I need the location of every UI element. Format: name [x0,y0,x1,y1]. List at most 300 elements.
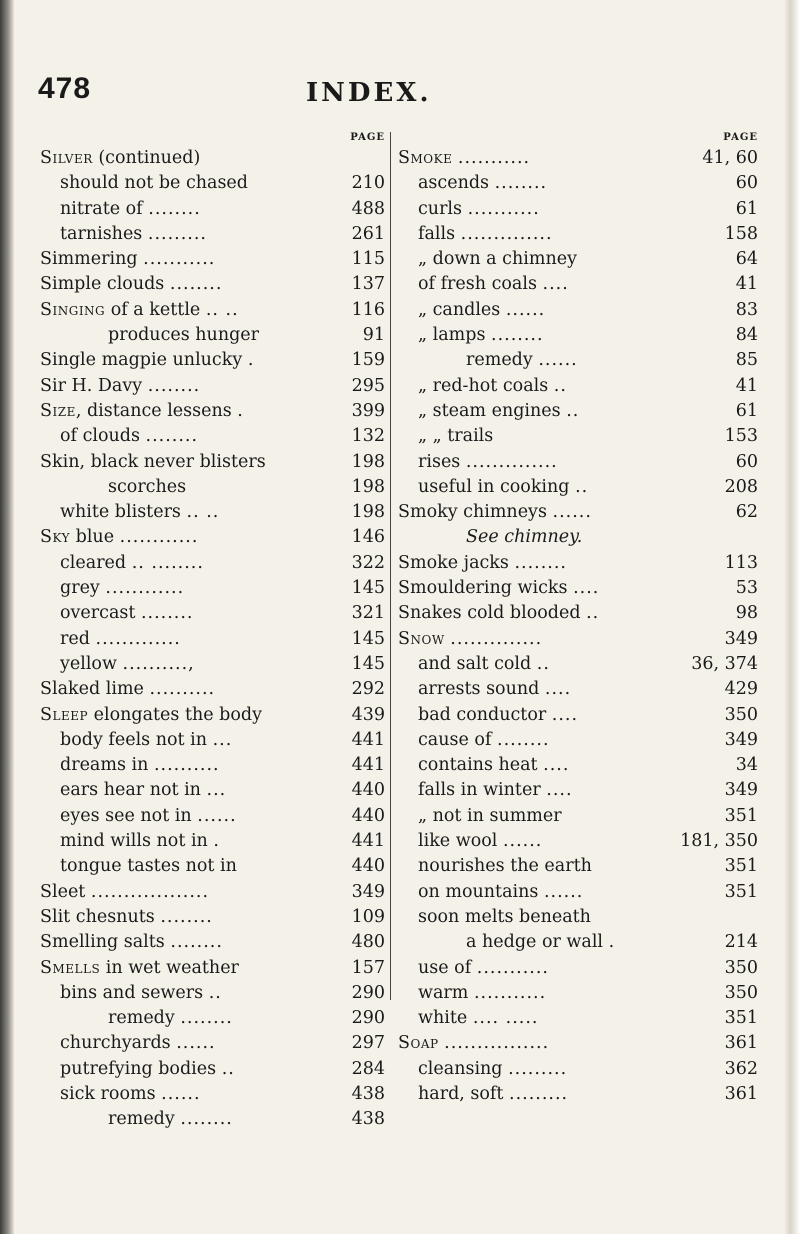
dot-leader: ...... [176,1033,216,1054]
index-entry-text: Smelling salts [40,932,165,953]
index-page-ref: 36, 374 [691,653,758,674]
dot-leader: .............. [450,628,543,649]
index-page-ref: 145 [351,653,385,674]
index-entry [40,677,385,702]
index-entry-text: „ red-hot coals [418,375,549,396]
dot-leader: ......... [147,223,207,244]
index-entry [40,1057,385,1082]
dot-leader: .. [575,476,589,497]
index-entry-text: on mountains [418,881,539,902]
index-entry-text: of clouds [60,426,140,447]
index-entry-label [60,652,195,677]
index-entry-label [60,551,204,576]
index-page-ref: 349 [724,628,758,649]
index-entry-label [40,247,215,272]
index-entry [398,272,758,297]
index-page-ref: 441 [351,831,385,852]
dot-leader: ........ [160,906,213,927]
index-page-ref: 351 [724,805,758,826]
index-heading-word: Smells [40,957,101,978]
index-entry-label [40,348,254,373]
dot-leader: ........ [491,325,544,346]
index-entry [40,1006,385,1031]
index-entry [398,525,758,550]
index-entry [40,930,385,955]
index-page-ref: 349 [724,729,758,750]
index-entry-label [40,677,215,702]
index-page-ref: 295 [351,375,385,396]
index-page-ref: 158 [724,223,758,244]
index-page-ref: 439 [351,704,385,725]
dot-leader: ............. [95,628,181,649]
index-page-ref: 159 [351,350,385,371]
index-entry [398,399,758,424]
index-entry-text: ascends [418,173,490,194]
index-entry [40,450,385,475]
index-entry [398,222,758,247]
index-entry-text: putrefying bodies [60,1058,217,1079]
index-page-ref: 322 [351,552,385,573]
index-entry [398,171,758,196]
index-entry-text: „ lamps [418,325,486,346]
index-entry [40,956,385,981]
index-entry-text: of fresh coals [418,274,537,295]
dot-leader: ........ [145,426,199,447]
index-entry-text: grey [60,578,100,599]
index-entry-label [418,854,592,879]
dot-leader: .... [573,578,600,599]
dot-leader: ........ [148,198,201,219]
index-entry-label [418,247,577,272]
index-entry [40,197,385,222]
index-entry [40,525,385,550]
index-entry [40,652,385,677]
index-entry-label [60,1057,235,1082]
index-page-ref: 208 [724,476,758,497]
index-page-ref: 60 [735,173,758,194]
index-heading-word: Soap [398,1033,439,1054]
index-page-ref: 351 [724,856,758,877]
page-label: PAGE [350,132,385,143]
index-page-ref: 350 [724,704,758,725]
index-entry-label [60,222,207,247]
index-entry-text: contains heat [418,755,538,776]
index-entry [398,829,758,854]
index-entry-label [418,323,544,348]
index-entry-text: remedy [466,350,533,371]
index-entry-label [466,525,582,550]
index-page-ref: 198 [351,476,385,497]
index-entry [398,551,758,576]
index-entry-text: warm [418,982,469,1003]
index-entry [398,854,758,879]
index-page-ref: 480 [351,932,385,953]
index-entry-label [418,222,553,247]
index-page-ref: 292 [351,679,385,700]
index-entry-label [60,981,222,1006]
index-entry-label [398,1031,549,1056]
index-heading-rest: of a kettle [105,299,201,320]
index-entry-text: Sleet [40,881,86,902]
index-entry [40,424,385,449]
index-entry-label [418,272,569,297]
index-entry-label [40,298,239,323]
index-entry [398,475,758,500]
index-page-ref: 290 [351,1008,385,1029]
index-entry-label [466,348,578,373]
index-entry [40,272,385,297]
index-entry [40,753,385,778]
index-entry-label [60,627,181,652]
index-entry-text: arrests sound [418,679,540,700]
index-page-ref: 62 [735,502,758,523]
dot-leader: .... ..... [472,1008,539,1029]
dot-leader: ...... [502,831,543,852]
index-entry-label [418,424,493,449]
dot-leader: ............ [105,578,185,599]
dot-leader: .. [553,375,567,396]
dot-leader: .................. [90,881,210,902]
index-heading-rest: elongates the body [88,704,263,725]
running-title: INDEX. [306,78,432,108]
index-entry-label [418,1006,538,1031]
index-entry [398,703,758,728]
dot-leader: .... [543,755,570,776]
index-page-ref: 440 [351,805,385,826]
index-entry-label [418,1082,568,1107]
index-page-ref: 350 [724,957,758,978]
index-entry-label [40,374,200,399]
index-entry-text: falls in winter [418,780,541,801]
dot-leader: .............. [460,223,553,244]
index-column-left [40,128,385,1133]
index-page-ref: 441 [351,755,385,776]
dot-leader: ........ [497,729,550,750]
dot-leader: ...... [161,1083,201,1104]
dot-leader: . [237,400,244,421]
index-entry-label [418,753,569,778]
index-entry-label [60,1031,216,1056]
index-page-ref: 321 [351,603,385,624]
index-entry-text: nitrate of [60,198,143,219]
dot-leader: ........ [140,603,194,624]
index-entry-text: cause of [418,729,492,750]
index-entry-label [466,930,615,955]
index-entry-label [418,728,550,753]
index-entry [398,677,758,702]
page-header [38,72,758,112]
index-entry-text: a hedge or wall [466,932,604,953]
index-column-right [398,128,758,1107]
index-page-ref: 115 [351,249,385,270]
index-entry-label [418,298,545,323]
index-entry [398,1006,758,1031]
index-page-ref: 145 [351,628,385,649]
dot-leader: .. [536,653,550,674]
index-page-ref: 290 [351,982,385,1003]
index-entry [40,475,385,500]
index-page-ref: 440 [351,780,385,801]
index-page-ref: 429 [724,679,758,700]
dot-leader: .......... [149,679,216,700]
index-page-ref: 132 [351,426,385,447]
index-entry-text: See chimney. [466,527,583,548]
dot-leader: .............. [465,451,558,472]
dot-leader: .......... [153,755,220,776]
index-entry [40,778,385,803]
index-entry-text: should not be chased [60,173,248,194]
index-entry-text: Snakes cold blooded [398,603,581,624]
index-entry [398,930,758,955]
dot-leader: .... [544,679,572,700]
index-entry-label [40,450,266,475]
index-page-ref: 351 [724,1008,758,1029]
dot-leader: .. [566,400,580,421]
index-entry-label [60,1082,201,1107]
index-heading-word: Silver [40,148,93,168]
index-entry-label [418,905,591,930]
index-page-ref: 84 [735,325,758,346]
index-entry-text: Simmering [40,249,138,270]
index-entry-text: soon melts beneath [418,906,591,927]
index-entry-text: „ „ trails [418,426,494,447]
index-entry-text: remedy [108,1109,175,1130]
index-entry-label [398,146,530,171]
dot-leader: .... [542,274,569,295]
dot-leader: .. .. [205,299,239,320]
index-entry [40,728,385,753]
dot-leader: ... [212,729,233,750]
index-entry-text: Single magpie unlucky [40,350,243,371]
index-entry-text: eyes see not in [60,805,192,826]
index-entry-label [108,1107,233,1132]
dot-leader: ......... [508,1058,568,1079]
index-page-ref: 198 [351,502,385,523]
index-heading-rest: in wet weather [100,957,239,978]
dot-leader: ............ [119,527,199,548]
index-entry-text: use of [418,957,472,978]
index-page-ref: 64 [735,249,758,270]
index-page-ref: 198 [351,451,385,472]
index-entry [40,601,385,626]
dot-leader: .... [546,780,573,801]
index-entry-label [398,500,592,525]
index-page-ref: 157 [351,957,385,978]
column-header-right [398,128,758,146]
index-entry-label [108,1006,233,1031]
index-entry-label [60,576,184,601]
index-entry-label [418,1057,567,1082]
index-entry-text: bins and sewers [60,982,204,1003]
index-entry-label [418,197,540,222]
dot-leader: ........... [457,148,531,168]
index-entry-label [418,374,567,399]
index-entry-label [40,880,209,905]
dot-leader: .........., [122,653,195,674]
index-entry-label [398,576,599,601]
index-entry [398,247,758,272]
dot-leader: .. [586,603,600,624]
index-entry [398,374,758,399]
index-entry-label [418,171,547,196]
index-entry-label [418,778,573,803]
index-page-ref: 60 [735,451,758,472]
index-entry-label [398,601,599,626]
index-entry-text: red [60,628,90,649]
index-heading-word: Sky [40,527,71,548]
dot-leader: .. .. [186,502,220,523]
column-divider [390,132,391,1000]
index-entry [40,222,385,247]
index-entry-label [60,804,237,829]
index-page-ref: 153 [724,426,758,447]
page-number: 478 [38,72,92,105]
index-entry [398,956,758,981]
dot-leader: ...... [538,350,578,371]
dot-leader: ...... [543,881,584,902]
index-entry-label [40,272,222,297]
index-entry-label [418,652,550,677]
index-page-ref: 98 [735,603,758,624]
index-entry [398,298,758,323]
index-entry [398,652,758,677]
index-page-ref: 349 [351,881,385,902]
index-entry-text: remedy [108,1008,175,1029]
index-page-ref: 361 [724,1083,758,1104]
dot-leader: ......... [509,1083,569,1104]
index-entry-label [40,399,244,424]
index-page-ref: 146 [351,527,385,548]
index-entry-label [60,753,220,778]
index-entry-text: yellow [60,653,117,674]
index-entry [398,728,758,753]
index-page-ref: 145 [351,578,385,599]
dot-leader: . [247,350,255,371]
dot-leader: .. ........ [131,552,204,573]
index-entry [398,1057,758,1082]
index-entry [398,146,758,171]
index-entry-label [60,424,198,449]
dot-leader: .. [208,982,222,1003]
index-entry-text: Slit chesnuts [40,906,155,927]
column-header-left [40,128,385,146]
index-entry [40,399,385,424]
index-entry [40,500,385,525]
index-entry [398,348,758,373]
index-entry [40,981,385,1006]
index-entry-text: ears hear not in [60,780,201,801]
dot-leader: ........ [147,375,201,396]
index-entry [398,601,758,626]
index-entry-text: cleansing [418,1058,503,1079]
index-heading-rest: blue [70,527,115,548]
index-page-ref: 488 [351,198,385,219]
index-entry [40,627,385,652]
index-entry-text: scorches [108,476,187,497]
index-entry [398,424,758,449]
dot-leader: ...... [552,502,592,523]
index-entry-text: nourishes the earth [418,856,592,877]
index-entry [398,753,758,778]
index-page-ref: 91 [362,325,385,346]
page-right-edge [784,0,800,1234]
index-page-ref: 440 [351,856,385,877]
index-page-ref: 83 [735,299,758,320]
index-entry [40,854,385,879]
index-page-ref: 109 [351,906,385,927]
index-entry [40,247,385,272]
index-entry-label [418,981,546,1006]
index-entry-label [418,399,579,424]
index-heading-word: Size [40,400,76,421]
index-entry [398,880,758,905]
index-page-ref: 284 [351,1058,385,1079]
index-page-ref: 34 [735,755,758,776]
index-entry-label [418,475,588,500]
index-entry-label [418,677,571,702]
index-page-ref: 362 [724,1058,758,1079]
index-page-ref: 41 [735,274,758,295]
dot-leader: ........ [514,552,567,573]
index-entry-text: Smoky chimneys [398,502,547,523]
index-entry-label [418,956,549,981]
index-entry [40,905,385,930]
dot-leader: ................ [444,1033,550,1054]
index-entry-text: „ not in summer [418,805,562,826]
index-entry-text: Smouldering wicks [398,578,568,599]
index-entry [398,981,758,1006]
index-entry [398,576,758,601]
dot-leader: ........... [476,957,549,978]
index-entry-label [60,854,237,879]
index-entry-label [40,930,223,955]
index-page-ref: 116 [351,299,385,320]
index-heading-rest: (continued) [92,148,201,168]
index-entry [398,450,758,475]
index-page-ref: 361 [724,1033,758,1054]
index-entry-label [60,601,194,626]
index-page-ref: 441 [351,729,385,750]
page-label: PAGE [723,132,758,143]
index-page-ref: 41, 60 [702,148,758,168]
index-entry [398,500,758,525]
index-entry [40,804,385,829]
index-heading-word: Sleep [40,704,89,725]
index-entry-text: overcast [60,603,136,624]
index-entry-text: churchyards [60,1033,171,1054]
index-entry-text: hard, soft [418,1083,504,1104]
index-page-ref: 210 [351,173,385,194]
index-page-ref: 214 [724,932,758,953]
index-entry [398,197,758,222]
dot-leader: ........ [170,932,223,953]
index-entry-label [418,703,578,728]
index-entry-text: Smoke jacks [398,552,509,573]
dot-leader: ........... [473,982,547,1003]
index-entry-text: curls [418,198,463,219]
dot-leader: .. [221,1058,235,1079]
index-entry-text: falls [418,223,456,244]
index-entry-label [60,500,219,525]
index-page-ref: 53 [735,578,758,599]
index-entry-label [108,323,259,348]
index-page-ref: 85 [735,350,758,371]
index-entry [40,1031,385,1056]
index-entry-text: bad conductor [418,704,547,725]
index-entry-text: sick rooms [60,1083,156,1104]
index-entry-text: „ down a chimney [418,249,577,270]
dot-leader: ........ [169,274,223,295]
